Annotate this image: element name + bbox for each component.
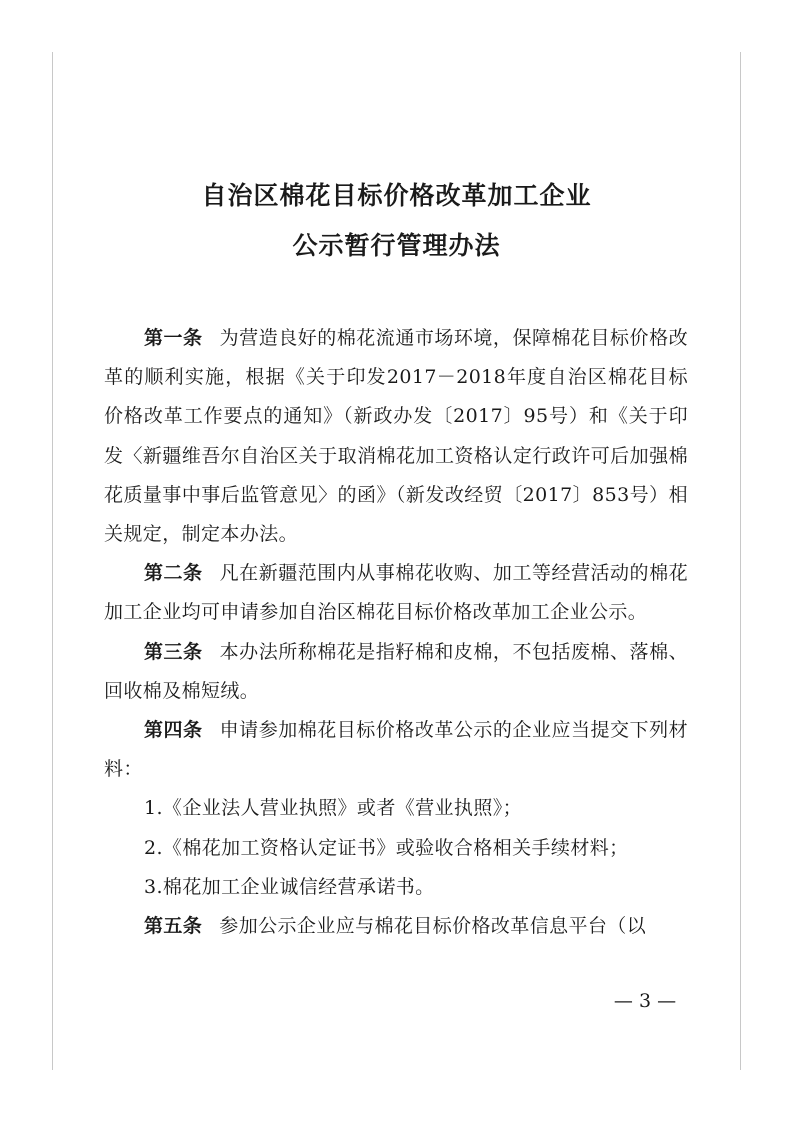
article-heading: 第一条 [144,327,203,349]
article-2 [104,554,688,632]
article-3 [104,633,688,711]
article-4 [104,711,688,789]
article-text: 为营造良好的棉花流通市场环境，保障棉花目标价格改革的顺利实施，根据《关于印发2017－2018年度自治区棉花目标价格改革工作要点的通知》（新政办发〔2017〕95号）和《关于印发〈新疆维吾尔自治区关于取消棉花加工资格认定行政许可后加强棉花质量事中事后监管意见〉的函》（新发改经贸〔2017〕853号）相关规定，制定本办法。 [104,327,688,546]
article-5 [104,907,688,946]
document-title-line-1: 自治区棉花目标价格改革加工企业 [201,181,592,210]
article-heading: 第五条 [144,915,203,938]
list-item: 1.《企业法人营业执照》或者《营业执照》； [144,797,523,820]
page-number: — 3 — [613,990,677,1012]
article-text: 申请参加棉花目标价格改革公示的企业应当提交下列材料： [104,719,688,781]
document-body [104,319,688,946]
article-heading: 第四条 [144,719,203,742]
list-item: 3.棉花加工企业诚信经营承诺书。 [144,875,435,898]
article-text: 本办法所称棉花是指籽棉和皮棉，不包括废棉、落棉、回收棉及棉短绒。 [104,640,688,702]
article-heading: 第三条 [144,640,203,663]
article-text: 凡在新疆范围内从事棉花收购、加工等经营活动的棉花加工企业均可申请参加自治区棉花目标价格改革加工企业公示。 [104,562,688,624]
document-title-line-2: 公示暂行管理办法 [292,231,501,260]
article-1 [104,319,688,554]
article-text: 参加公示企业应与棉花目标价格改革信息平台（以 [219,915,647,938]
article-heading: 第二条 [144,562,203,585]
list-item: 2.《棉花加工资格认定证书》或验收合格相关手续材料； [144,836,629,859]
